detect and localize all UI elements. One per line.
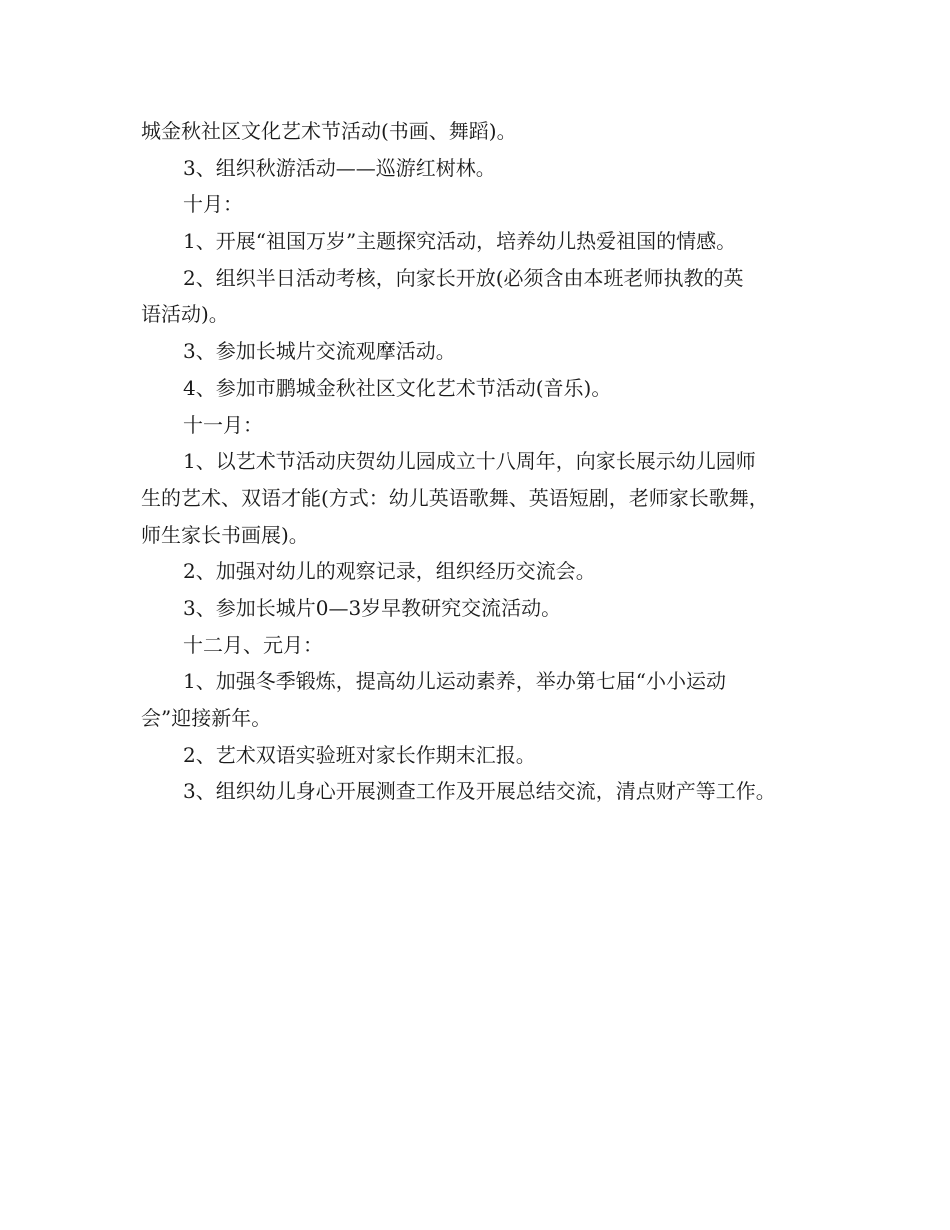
paragraph-line: 2、组织半日活动考核，向家长开放(必须含由本班老师执教的英	[183, 265, 744, 290]
paragraph-line: 4、参加市鹏城金秋社区文化艺术节活动(音乐)。	[183, 375, 612, 400]
paragraph-line: 语活动)。	[141, 302, 229, 327]
paragraph-line: 1、加强冬季锻炼，提高幼儿运动素养，举办第七届“小小运动	[183, 669, 726, 694]
document-body	[141, 113, 813, 810]
paragraph-line: 2、加强对幼儿的观察记录，组织经历交流会。	[183, 559, 596, 584]
month-heading: 十一月：	[183, 412, 263, 437]
paragraph-line: 2、艺术双语实验班对家长作期末汇报。	[183, 742, 536, 767]
paragraph-line: 会”迎接新年。	[141, 706, 272, 730]
paragraph-line: 生的艺术、双语才能(方式：幼儿英语歌舞、英语短剧，老师家长歌舞，	[141, 485, 769, 510]
paragraph-line: 师生家长书画展)。	[141, 522, 309, 547]
month-heading: 十月：	[183, 192, 243, 217]
paragraph-line: 3、组织幼儿身心开展测查工作及开展总结交流，清点财产等工作。	[183, 779, 776, 804]
paragraph-line: 3、参加长城片0—3岁早教研究交流活动。	[183, 595, 562, 620]
paragraph-line: 1、以艺术节活动庆贺幼儿园成立十八周年，向家长展示幼儿园师	[183, 449, 756, 474]
paragraph-line: 城金秋社区文化艺术节活动(书画、舞蹈)。	[141, 119, 517, 143]
month-heading: 十二月、元月：	[183, 632, 323, 657]
paragraph-line: 3、参加长城片交流观摩活动。	[183, 339, 456, 364]
paragraph-line: 1、开展“祖国万岁”主题探究活动，培养幼儿热爱祖国的情感。	[183, 229, 737, 254]
paragraph-line: 3、组织秋游活动——巡游红树林。	[183, 155, 496, 180]
